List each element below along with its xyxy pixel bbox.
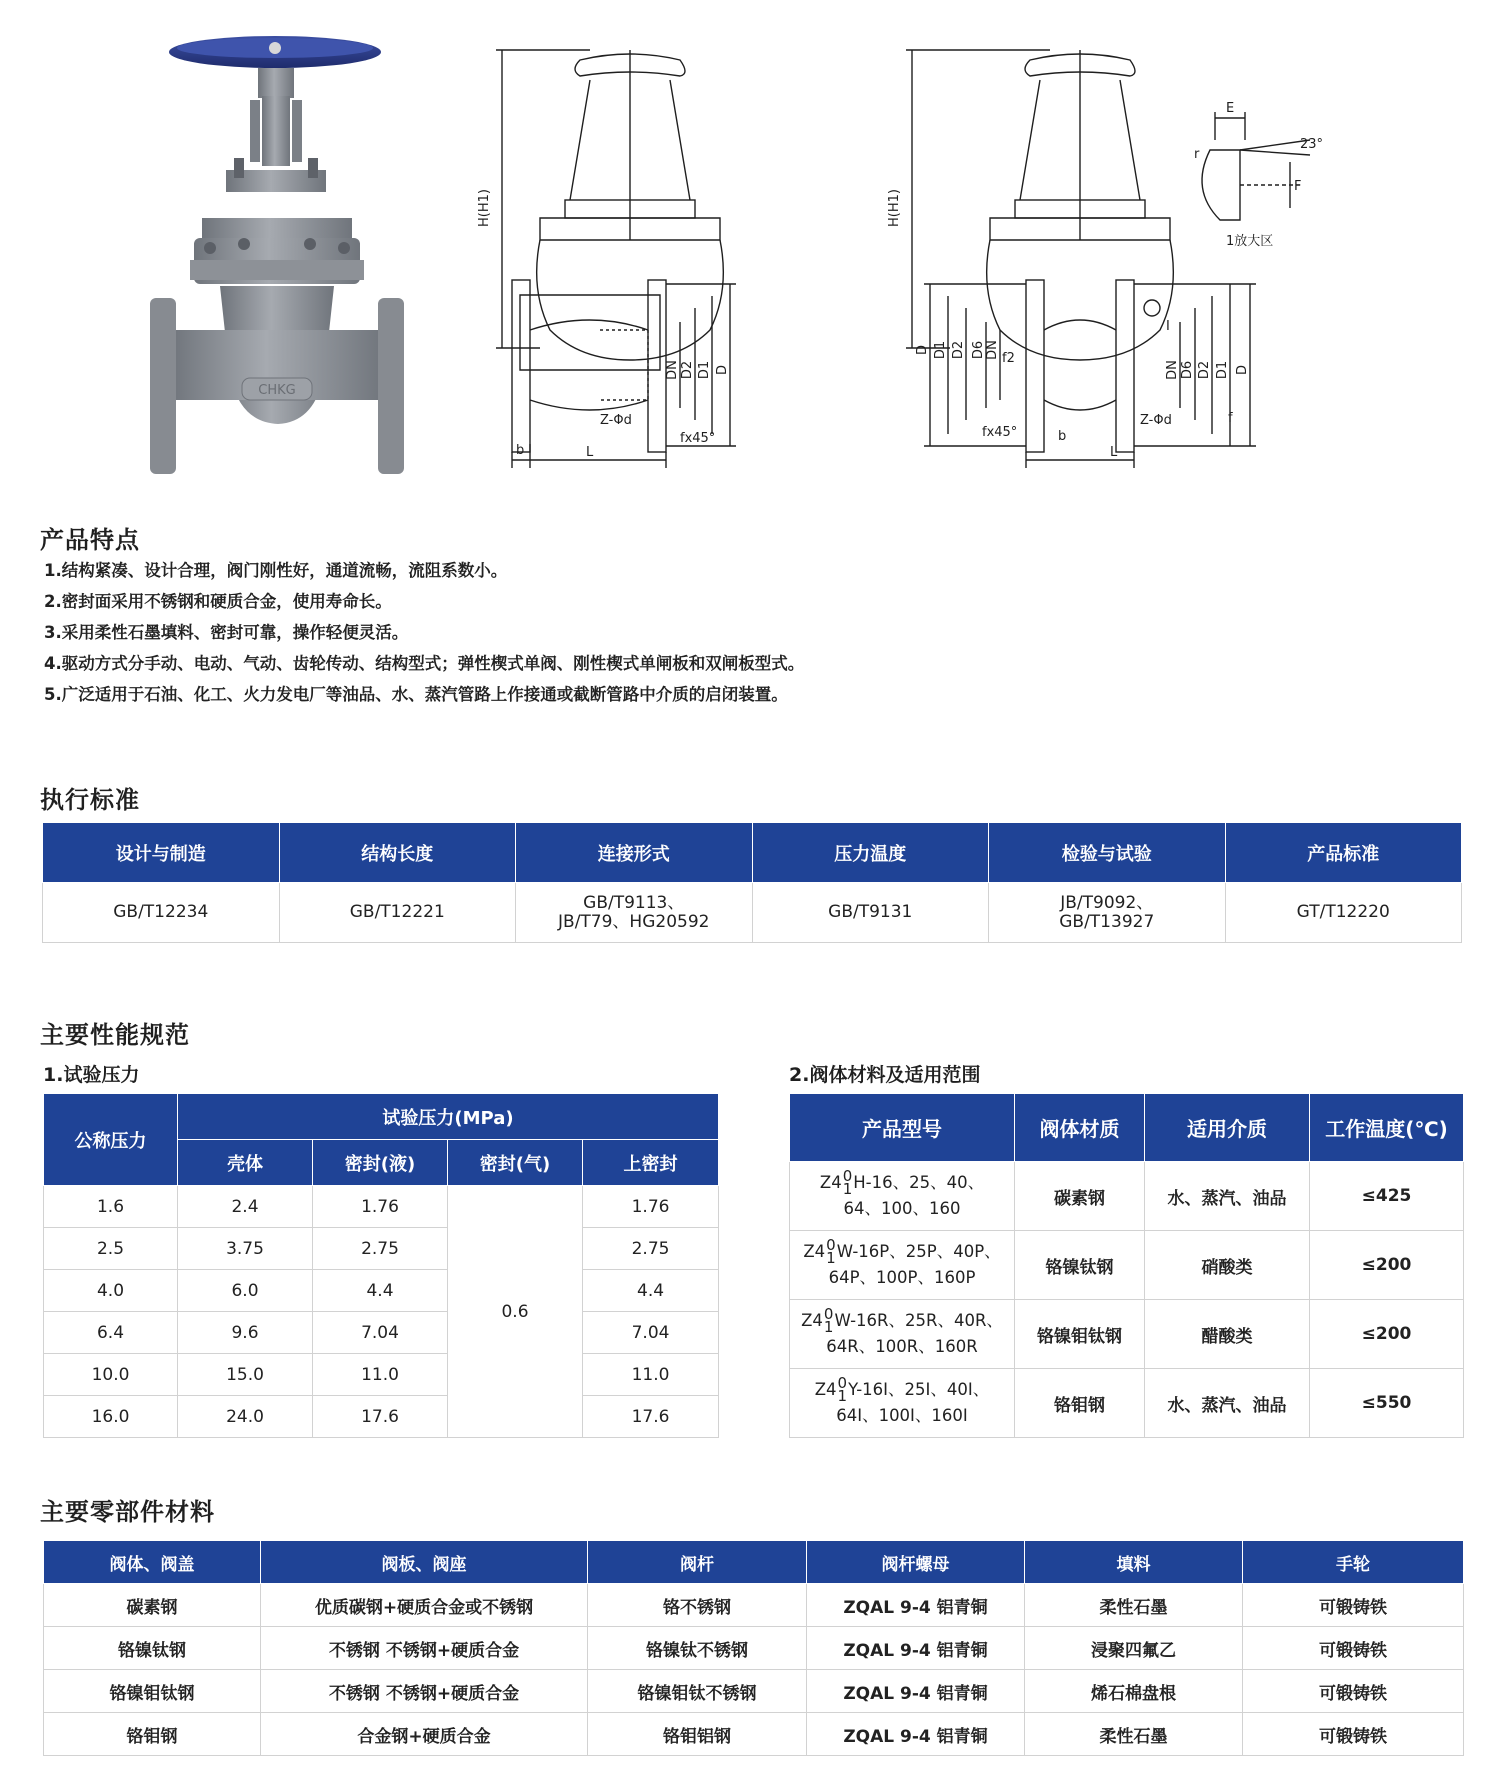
dim-height: H(H1) <box>477 189 492 227</box>
test-pressure-group-header: 试验压力(MPa) <box>178 1094 719 1140</box>
dim-z-2: Z-Φd <box>1140 413 1172 428</box>
parts-cell: 铬钼钢 <box>44 1713 261 1756</box>
gas-seal-pressure: 0.6 <box>448 1186 583 1438</box>
nominal-pressure: 6.4 <box>44 1312 178 1354</box>
parts-cell: 优质碳钢+硬质合金或不锈钢 <box>261 1584 588 1627</box>
parts-title: 主要零部件材料 <box>40 1498 215 1526</box>
dim-d1: D1 <box>697 360 712 380</box>
parts-header: 填料 <box>1025 1541 1243 1584</box>
temperature-cell: ≤200 <box>1310 1231 1464 1300</box>
temperature-cell: ≤550 <box>1310 1369 1464 1438</box>
model-cell: Z4 0 1 H-16、25、40、 64、100、160 <box>790 1162 1015 1231</box>
table-row <box>44 1584 1464 1627</box>
marker-i: I <box>1166 319 1170 334</box>
parts-cell: 合金钢+硬质合金 <box>261 1713 588 1756</box>
parts-cell: 可锻铸铁 <box>1243 1584 1464 1627</box>
parts-cell: 可锻铸铁 <box>1243 1670 1464 1713</box>
feature-list <box>44 555 804 710</box>
medium-cell: 硝酸类 <box>1145 1231 1310 1300</box>
parts-cell: 柔性石墨 <box>1025 1713 1243 1756</box>
std-header: 连接形式 <box>516 823 753 883</box>
standards-title: 执行标准 <box>40 786 140 814</box>
test-pressure-subtitle: 1.试验压力 <box>43 1064 140 1086</box>
material-cell: 铬镍钼钛钢 <box>1015 1300 1145 1369</box>
parts-cell: 铬不锈钢 <box>588 1584 807 1627</box>
table-row <box>44 1670 1464 1713</box>
liquid-seal-pressure: 17.6 <box>313 1396 448 1438</box>
nominal-pressure: 4.0 <box>44 1270 178 1312</box>
upper-seal-pressure: 17.6 <box>583 1396 719 1438</box>
shell-pressure: 24.0 <box>178 1396 313 1438</box>
model-cell: Z4 0 1 W-16R、25R、40R、 64R、100R、160R <box>790 1300 1015 1369</box>
parts-cell: 可锻铸铁 <box>1243 1713 1464 1756</box>
model-cell: Z4 0 1 Y-16I、25I、40I、 64I、100I、160I <box>790 1369 1015 1438</box>
nominal-pressure: 16.0 <box>44 1396 178 1438</box>
valve-product-photo <box>150 30 410 470</box>
feature-item: 1.结构紧凑、设计合理，阀门刚性好，通道流畅，流阻系数小。 <box>44 561 508 580</box>
table-row <box>44 1270 719 1312</box>
upper-seal-pressure: 4.4 <box>583 1270 719 1312</box>
dim-dn-left: DN <box>985 340 1000 360</box>
dim-d6-left: D6 <box>971 340 986 360</box>
dim-d2-right: D2 <box>1197 360 1212 380</box>
dim-d2: D2 <box>680 360 695 380</box>
dim-b-2: b <box>1058 429 1067 444</box>
materials-subtitle: 2.阀体材料及适用范围 <box>789 1064 981 1086</box>
shell-header: 壳体 <box>178 1140 313 1186</box>
parts-header: 手轮 <box>1243 1541 1464 1584</box>
medium-cell: 水、蒸汽、油品 <box>1145 1369 1310 1438</box>
table-row <box>790 1231 1464 1300</box>
shell-pressure: 6.0 <box>178 1270 313 1312</box>
parts-cell: 铬钼铝钢 <box>588 1713 807 1756</box>
std-header: 产品标准 <box>1225 823 1462 883</box>
dim-r: r <box>1194 147 1200 162</box>
std-cell: JB/T9092、 GB/T13927 <box>989 883 1226 943</box>
dim-f: f <box>1228 411 1233 426</box>
dim-f2: f2 <box>1002 351 1015 366</box>
parts-header: 阀杆 <box>588 1541 807 1584</box>
dim-fx45: fx45° <box>680 431 716 446</box>
model-cell: Z4 0 1 W-16P、25P、40P、 64P、100P、160P <box>790 1231 1015 1300</box>
medium-header: 适用介质 <box>1145 1094 1310 1162</box>
table-row <box>44 1228 719 1270</box>
material-cell: 碳素钢 <box>1015 1162 1145 1231</box>
liquid-seal-pressure: 2.75 <box>313 1228 448 1270</box>
std-header: 压力温度 <box>752 823 989 883</box>
std-header: 检验与试验 <box>989 823 1226 883</box>
dim-d1-right: D1 <box>1215 360 1230 380</box>
temperature-cell: ≤200 <box>1310 1300 1464 1369</box>
nominal-pressure: 1.6 <box>44 1186 178 1228</box>
parts-cell: ZQAL 9-4 铝青铜 <box>807 1670 1025 1713</box>
std-cell: GB/T9131 <box>752 883 989 943</box>
features-title: 产品特点 <box>40 526 140 554</box>
shell-pressure: 3.75 <box>178 1228 313 1270</box>
parts-cell: 烯石棉盘根 <box>1025 1670 1243 1713</box>
technical-drawing-ring-joint <box>887 40 1340 470</box>
liquid-seal-pressure: 4.4 <box>313 1270 448 1312</box>
liquid-seal-header: 密封(液) <box>313 1140 448 1186</box>
material-cell: 铬镍钛钢 <box>1015 1231 1145 1300</box>
parts-cell: ZQAL 9-4 铝青铜 <box>807 1584 1025 1627</box>
dim-d-right: D <box>1235 364 1250 376</box>
std-header: 设计与制造 <box>43 823 280 883</box>
parts-cell: 铬镍钼钛不锈钢 <box>588 1670 807 1713</box>
shell-pressure: 9.6 <box>178 1312 313 1354</box>
feature-item: 2.密封面采用不锈钢和硬质合金，使用寿命长。 <box>44 592 392 611</box>
parts-cell: 铬镍钼钛钢 <box>44 1670 261 1713</box>
model-header: 产品型号 <box>790 1094 1015 1162</box>
table-row <box>44 1713 1464 1756</box>
parts-cell: 碳素钢 <box>44 1584 261 1627</box>
dim-dn: DN <box>665 360 680 380</box>
parts-cell: 铬镍钛不锈钢 <box>588 1627 807 1670</box>
feature-item: 5.广泛适用于石油、化工、火力发电厂等油品、水、蒸汽管路上作接通或截断管路中介质的启闭装置。 <box>44 685 788 704</box>
medium-cell: 醋酸类 <box>1145 1300 1310 1369</box>
dim-d1-left: D1 <box>933 340 948 360</box>
nominal-pressure: 10.0 <box>44 1354 178 1396</box>
std-cell: GB/T12234 <box>43 883 280 943</box>
test-pressure-table <box>43 1093 719 1438</box>
liquid-seal-pressure: 11.0 <box>313 1354 448 1396</box>
svg-text:CHKG: CHKG <box>258 383 296 398</box>
upper-seal-pressure: 1.76 <box>583 1186 719 1228</box>
dim-d-left: D <box>915 344 930 356</box>
parts-header: 阀板、阀座 <box>261 1541 588 1584</box>
dim-d2-left: D2 <box>951 340 966 360</box>
parts-cell: ZQAL 9-4 铝青铜 <box>807 1627 1025 1670</box>
parts-cell: ZQAL 9-4 铝青铜 <box>807 1713 1025 1756</box>
dim-b: b <box>516 443 525 458</box>
feature-item: 3.采用柔性石墨填料、密封可靠，操作轻便灵活。 <box>44 623 409 642</box>
feature-item: 4.驱动方式分手动、电动、气动、齿轮传动、结构型式；弹性楔式单阀、刚性楔式单闸板和双闸板型式。 <box>44 654 805 673</box>
material-cell: 铬钼钢 <box>1015 1369 1145 1438</box>
parts-cell: 柔性石墨 <box>1025 1584 1243 1627</box>
shell-pressure: 15.0 <box>178 1354 313 1396</box>
table-row <box>44 1396 719 1438</box>
zoom-label: 1放大区 <box>1226 234 1274 249</box>
dim-f-big: F <box>1294 179 1302 194</box>
upper-seal-pressure: 2.75 <box>583 1228 719 1270</box>
nominal-pressure: 2.5 <box>44 1228 178 1270</box>
parts-cell: 可锻铸铁 <box>1243 1627 1464 1670</box>
table-row <box>44 1354 719 1396</box>
dim-angle: 23° <box>1300 137 1324 152</box>
dim-e: E <box>1226 101 1235 116</box>
std-cell: GB/T12221 <box>279 883 516 943</box>
medium-cell: 水、蒸汽、油品 <box>1145 1162 1310 1231</box>
dim-l: L <box>586 445 594 460</box>
parts-cell: 浸聚四氟乙 <box>1025 1627 1243 1670</box>
dim-z: Z-Φd <box>600 413 632 428</box>
dim-d: D <box>715 364 730 376</box>
std-cell: GB/T9113、 JB/T79、HG20592 <box>516 883 753 943</box>
liquid-seal-pressure: 7.04 <box>313 1312 448 1354</box>
technical-drawing-raised-face <box>477 40 780 470</box>
parts-header: 阀体、阀盖 <box>44 1541 261 1584</box>
dim-dn-right: DN <box>1165 360 1180 380</box>
table-row <box>44 1312 719 1354</box>
std-cell: GT/T12220 <box>1225 883 1462 943</box>
table-row <box>790 1369 1464 1438</box>
shell-pressure: 2.4 <box>178 1186 313 1228</box>
material-header: 阀体材质 <box>1015 1094 1145 1162</box>
liquid-seal-pressure: 1.76 <box>313 1186 448 1228</box>
table-row <box>44 1186 719 1228</box>
dim-l-2: L <box>1110 445 1118 460</box>
gas-seal-header: 密封(气) <box>448 1140 583 1186</box>
nominal-pressure-header: 公称压力 <box>44 1094 178 1186</box>
upper-seal-pressure: 7.04 <box>583 1312 719 1354</box>
table-row <box>44 1627 1464 1670</box>
parts-header: 阀杆螺母 <box>807 1541 1025 1584</box>
parts-cell: 铬镍钛钢 <box>44 1627 261 1670</box>
body-material-table <box>789 1093 1464 1438</box>
parts-material-table <box>43 1540 1464 1756</box>
temperature-cell: ≤425 <box>1310 1162 1464 1231</box>
std-header: 结构长度 <box>279 823 516 883</box>
dim-d6-right: D6 <box>1180 360 1195 380</box>
parts-cell: 不锈钢 不锈钢+硬质合金 <box>261 1670 588 1713</box>
dim-height-2: H(H1) <box>887 189 902 227</box>
standards-table <box>42 822 1462 943</box>
parts-cell: 不锈钢 不锈钢+硬质合金 <box>261 1627 588 1670</box>
performance-title: 主要性能规范 <box>40 1021 190 1049</box>
table-row <box>790 1162 1464 1231</box>
upper-seal-pressure: 11.0 <box>583 1354 719 1396</box>
temperature-header: 工作温度(℃) <box>1310 1094 1464 1162</box>
upper-seal-header: 上密封 <box>583 1140 719 1186</box>
dim-fx45-2: fx45° <box>982 425 1018 440</box>
table-row <box>790 1300 1464 1369</box>
